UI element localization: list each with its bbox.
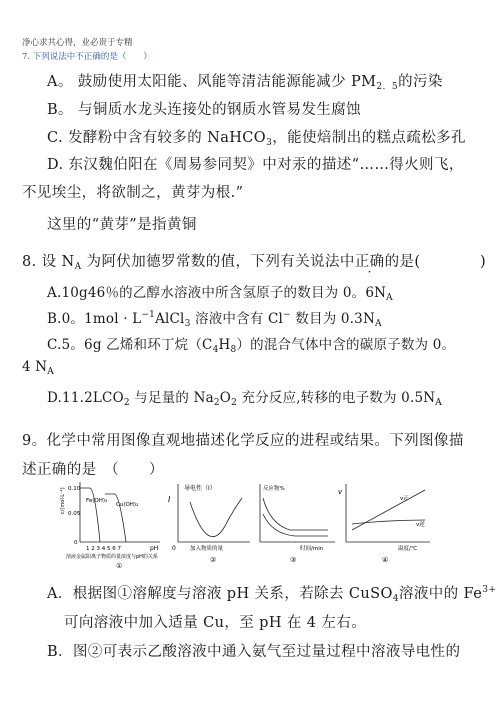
fig4-v-pos: v正 bbox=[400, 496, 409, 502]
figure-3-graph bbox=[260, 484, 335, 542]
q9-stem-line1: 9。化学中常用图像直观地描述化学反应的进程或结果。下列图像描 bbox=[22, 433, 464, 449]
fig1-y-zero: 0 bbox=[74, 540, 78, 546]
q7-option-b: B。 与铜质水龙头连接处的钢质水管易发生腐蚀 bbox=[47, 102, 362, 118]
q8-option-c-line2: 4 $N_A$ bbox=[22, 359, 54, 377]
fig4-x-label: 温度/℃ bbox=[398, 546, 418, 552]
q9-option-b-line1: B．图②可表示乙酸溶液中通入氨气至过量过程中溶液导电性的 bbox=[47, 644, 461, 660]
fig4-v-neg: v逆 bbox=[416, 522, 425, 528]
fig1-y-mid: 0.05 bbox=[68, 511, 81, 517]
q7-option-d-line2: 不见埃尘，将欲制之，黄芽为根.” bbox=[22, 185, 244, 201]
fig3-number: ③ bbox=[290, 556, 297, 564]
figure-4-graph bbox=[346, 484, 430, 542]
q7-option-d-line3: 这里的“黄芽”是指黄铜 bbox=[47, 217, 197, 233]
q9-figures bbox=[60, 480, 480, 570]
q8-option-d: $D.11.2LCO_2$ 与足量的 $Na_2O_2$ 充分反应,转移的电子数为 $0.5N_A$ bbox=[47, 390, 442, 408]
fig1-y-top: 0.10 bbox=[68, 486, 81, 492]
q7-option-c: C. 发酵粉中含有较多的 NaHCO$_3$，能使焙制出的糕点疏松多孔 bbox=[47, 130, 466, 148]
fig2-x-label: 加入物质的量 bbox=[190, 546, 224, 552]
fig4-y-axis: v bbox=[338, 488, 343, 496]
fig1-x-axis: pH bbox=[150, 545, 159, 552]
fig1-curve-cuoh2: Cu(OH)₂ bbox=[116, 502, 139, 508]
fig3-x-label: 时间/min bbox=[300, 546, 324, 552]
q8-option-b: B.0。$1mol \cdot L^{-1}AlCl_3$ 溶液中含有 Cl− 数目为 $0.3N_A$ bbox=[47, 310, 382, 329]
q9-option-a-line1: A．根据图①溶解度与溶液 pH 关系，若除去 CuSO$_4$溶液中的 $Fe^{3+}$ bbox=[47, 585, 496, 604]
fig1-x-ticks: 1 2 3 4 5 6 7 bbox=[86, 546, 121, 552]
fig1-number: ① bbox=[116, 562, 123, 570]
q7-option-a: A。 鼓励使用太阳能、风能等清洁能源能减少 $PM_{2.5}$的污染 bbox=[47, 74, 443, 92]
figure-1-graph bbox=[80, 482, 160, 542]
q9-stem-line2: 述正确的是 （ ） bbox=[22, 462, 164, 478]
q9-option-a-line2: 可向溶液中加入适量 Cu，至 pH 在 4 左右。 bbox=[64, 615, 367, 631]
fig1-y-unit: c/(mol·L⁻¹) bbox=[60, 487, 66, 514]
fig2-y-label: 导电性（I） bbox=[184, 485, 216, 492]
q7-option-d-line1: D. 东汉魏伯阳在《周易参同契》中对汞的描述“……得火则飞， bbox=[47, 157, 464, 173]
fig1-curve-feoh3: Fe(OH)₃ bbox=[86, 498, 108, 504]
q8-option-c-line1: C.5。6g 乙烯和环丁烷$(C_4H_8)$的混合气体中含的碳原子数为 0。 bbox=[47, 337, 456, 355]
fig2-origin: 0 bbox=[172, 545, 176, 552]
fig3-y-label: 反应物% bbox=[263, 486, 285, 492]
header-motto: 净心求共心得，业必贵于专精 bbox=[22, 38, 133, 48]
q8-option-a: A.10g46％的乙醇水溶液中所含氢原子的数目为 0。$6N_A$ bbox=[47, 285, 393, 303]
figure-2-graph bbox=[178, 484, 250, 542]
fig2-y-axis: I bbox=[168, 495, 171, 504]
q7-stem: 7. 下列说法中不正确的是（ ） bbox=[22, 52, 152, 62]
fig2-number: ② bbox=[210, 556, 217, 564]
fig1-caption: 溶液金属阳离子物质的量浓度与pH的关系 bbox=[66, 554, 158, 560]
q8-stem: 8. 设 $N_A$ 为阿伏加德罗常数的值，下列有关说法中正确的是( ) bbox=[22, 254, 487, 272]
fig4-number: ④ bbox=[382, 556, 389, 564]
